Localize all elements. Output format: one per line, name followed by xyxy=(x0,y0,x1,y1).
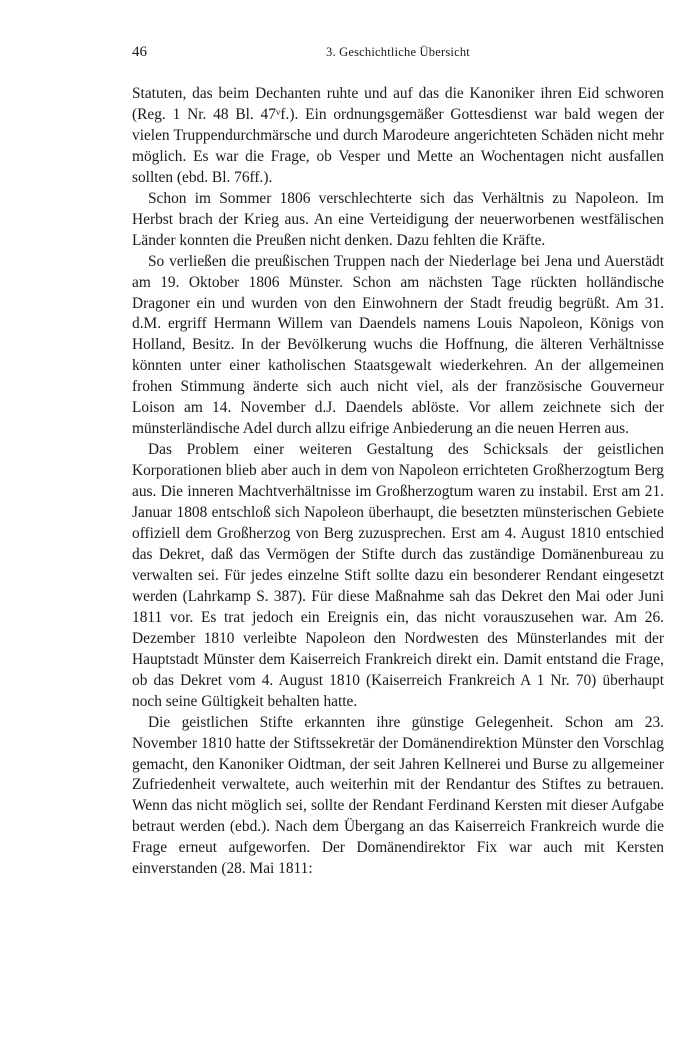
page-number: 46 xyxy=(132,44,147,60)
paragraph: Die geistlichen Stifte erkannten ihre günstige Gelegenheit. Schon am 23. November 1810 hatte der Stiftssekretär der Domänendirektion Münster den Vorschlag gemacht, den Kanoniker Oidtman, der seit Jahren Kellnerei und Burse zu allgemeiner Zufriedenheit verwaltete, auch weiterhin mit der Rendantur des Stiftes zu betrauen. Wenn das nicht möglich sei, sollte der Rendant Ferdinand Kersten mit dieser Aufgabe betraut werden (ebd.). Nach dem Übergang an das Kaiserreich Frankreich wurde die Frage erneut aufgeworfen. Der Domänendirektor Fix war auch mit Kersten einverstanden (28. Mai 1811: xyxy=(132,713,664,878)
paragraph: So verließen die preußischen Truppen nach der Niederlage bei Jena und Auerstädt am 19. Oktober 1806 Münster. Schon am nächsten Tage rückten holländische Dragoner ein und wurden von den Einwohnern der Stadt freudig begrüßt. Am 31. d.M. ergriff Hermann Willem van Daendels namens Louis Napoleon, Königs von Holland, Besitz. In der Bevölkerung wuchs die Hoffnung, die älteren Verhältnisse könnten unter einer katholischen Staatsgewalt wiederkehren. An der allgemeinen frohen Stimmung änderte sich auch nicht viel, als der französische Gouverneur Loison am 14. November d.J. Daendels ablöste. Vor allem zeichnete sich der münsterländische Adel durch allzu eifrige Anbiederung an die neuen Herren aus. xyxy=(132,252,664,438)
page-header xyxy=(132,44,664,64)
paragraph: Schon im Sommer 1806 verschlechterte sich das Verhältnis zu Napoleon. Im Herbst brach der Krieg aus. An eine Verteidigung der neuerworbenen westfälischen Länder konnten die Preußen nicht denken. Dazu fehlten die Kräfte. xyxy=(132,189,664,249)
body-text xyxy=(132,84,664,880)
paragraph: Statuten, das beim Dechanten ruhte und auf das die Kanoniker ihren Eid schworen (Reg. 1 Nr. 48 Bl. 47ᵛf.). Ein ordnungsgemäßer Gottesdienst war bald wegen der vielen Truppendurchmärsche und durch Marodeure angerichteten Schäden nicht mehr möglich. Es war die Frage, ob Vesper und Mette an Wochentagen nicht ausfallen sollten (ebd. Bl. 76ff.). xyxy=(132,85,664,186)
document-page xyxy=(132,44,664,880)
running-head: 3. Geschichtliche Übersicht xyxy=(326,45,470,59)
paragraph: Das Problem einer weiteren Gestaltung des Schicksals der geistlichen Korporationen blieb aber auch in dem von Napoleon errichteten Großherzogtum Berg aus. Die inneren Machtverhältnisse im Großherzogtum waren zu instabil. Erst am 21. Januar 1808 entschloß sich Napoleon überhaupt, die besetzten münsterischen Gebiete offiziell dem Großherzog von Berg zuzusprechen. Erst am 4. August 1810 entschied das Dekret, daß das Vermögen der Stifte durch das zuständige Domänenbureau zu verwalten sei. Für jedes einzelne Stift sollte dazu ein besonderer Rendant eingesetzt werden (Lahrkamp S. 387). Für diese Maßnahme sah das Dekret den Mai oder Juni 1811 vor. Es trat jedoch ein Ereignis ein, das nicht vorauszusehen war. Am 26. Dezember 1810 verleibte Napoleon den Nordwesten des Münsterlandes mit der Hauptstadt Münster dem Kaiserreich Frankreich direkt ein. Damit entstand die Frage, ob das Dekret vom 4. August 1810 (Kaiserreich Frankreich A 1 Nr. 70) überhaupt noch seine Gültigkeit behalten hatte. xyxy=(132,441,664,710)
